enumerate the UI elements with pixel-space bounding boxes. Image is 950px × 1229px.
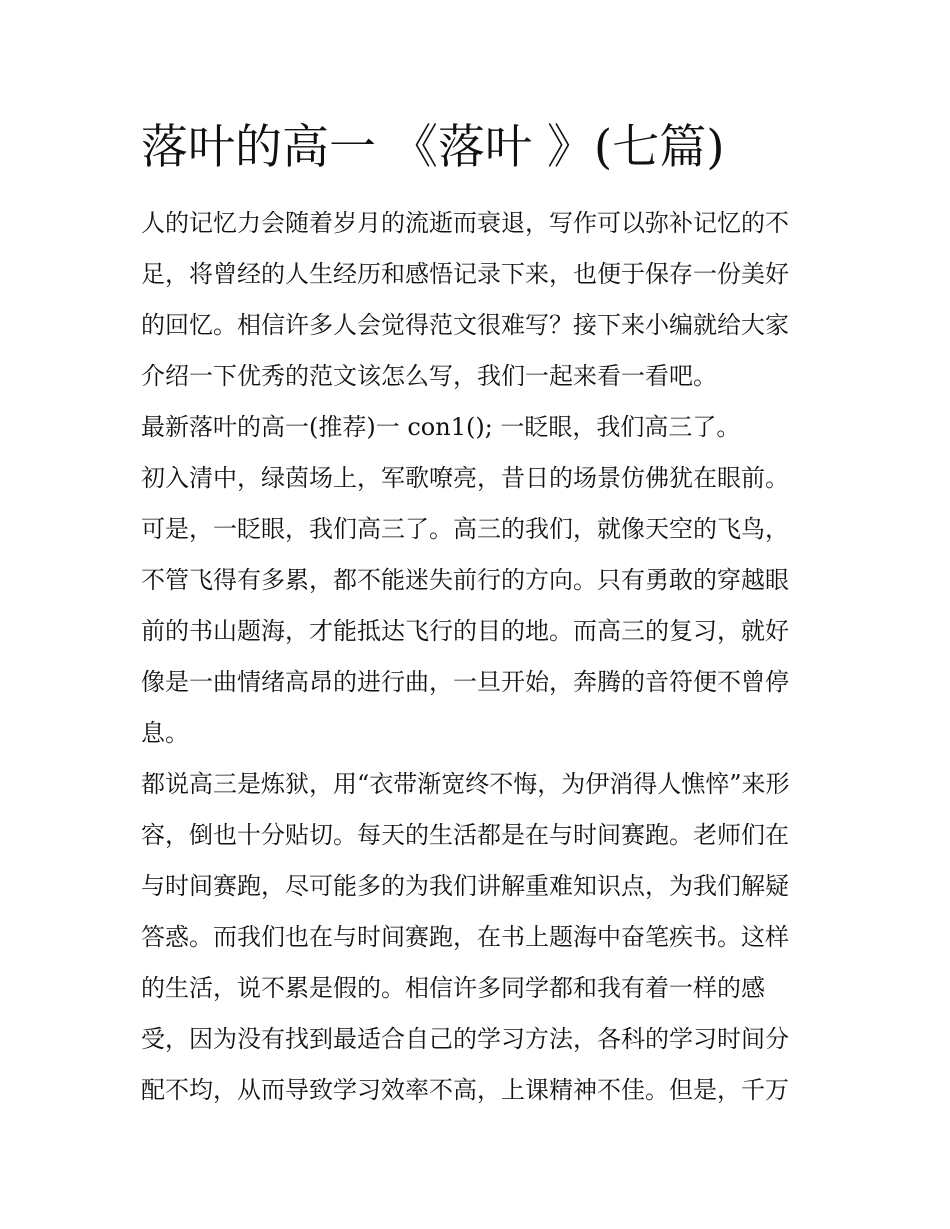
text-line: 容，倒也十分贴切。每天的生活都是在与时间赛跑。老师们在 [141, 821, 789, 849]
text-line: 像是一曲情绪高昂的进行曲，一旦开始，奔腾的音符便不曾停 [141, 668, 789, 696]
document-title: 落叶的高一 《落叶 》(七篇) [141, 120, 725, 175]
text-line: 的生活，说不累是假的。相信许多同学都和我有着一样的感 [141, 974, 765, 1002]
text-line: 足，将曾经的人生经历和感悟记录下来，也便于保存一份美好 [141, 260, 789, 288]
text-line: 前的书山题海，才能抵达飞行的目的地。而高三的复习，就好 [141, 617, 789, 645]
text-line: 人的记忆力会随着岁月的流逝而衰退，写作可以弥补记忆的不 [141, 209, 789, 237]
document-page [141, 112, 813, 1116]
text-line: 可是，一眨眼，我们高三了。高三的我们，就像天空的飞鸟， [141, 515, 789, 543]
text-line: 介绍一下优秀的范文该怎么写，我们一起来看一看吧。 [141, 362, 717, 390]
text-line: 答惑。而我们也在与时间赛跑，在书上题海中奋笔疾书。这样 [141, 923, 789, 951]
text-line: 都说高三是炼狱，用“衣带渐宽终不悔，为伊消得人憔悴”来形 [141, 770, 790, 798]
text-line: 配不均，从而导致学习效率不高，上课精神不佳。但是，千万 [141, 1076, 789, 1104]
text-line: 受，因为没有找到最适合自己的学习方法，各科的学习时间分 [141, 1025, 789, 1053]
text-line: 初入清中，绿茵场上，军歌嘹亮，昔日的场景仿佛犹在眼前。 [141, 464, 789, 492]
text-line: 不管飞得有多累，都不能迷失前行的方向。只有勇敢的穿越眼 [141, 566, 789, 594]
document-body [141, 198, 813, 1116]
text-line: 的回忆。相信许多人会觉得范文很难写？接下来小编就给大家 [141, 311, 789, 339]
text-line: 最新落叶的高一(推荐)一 con1(); 一眨眼，我们高三了。 [141, 413, 741, 441]
text-line: 息。 [141, 719, 189, 747]
text-line: 与时间赛跑，尽可能多的为我们讲解重难知识点，为我们解疑 [141, 872, 789, 900]
